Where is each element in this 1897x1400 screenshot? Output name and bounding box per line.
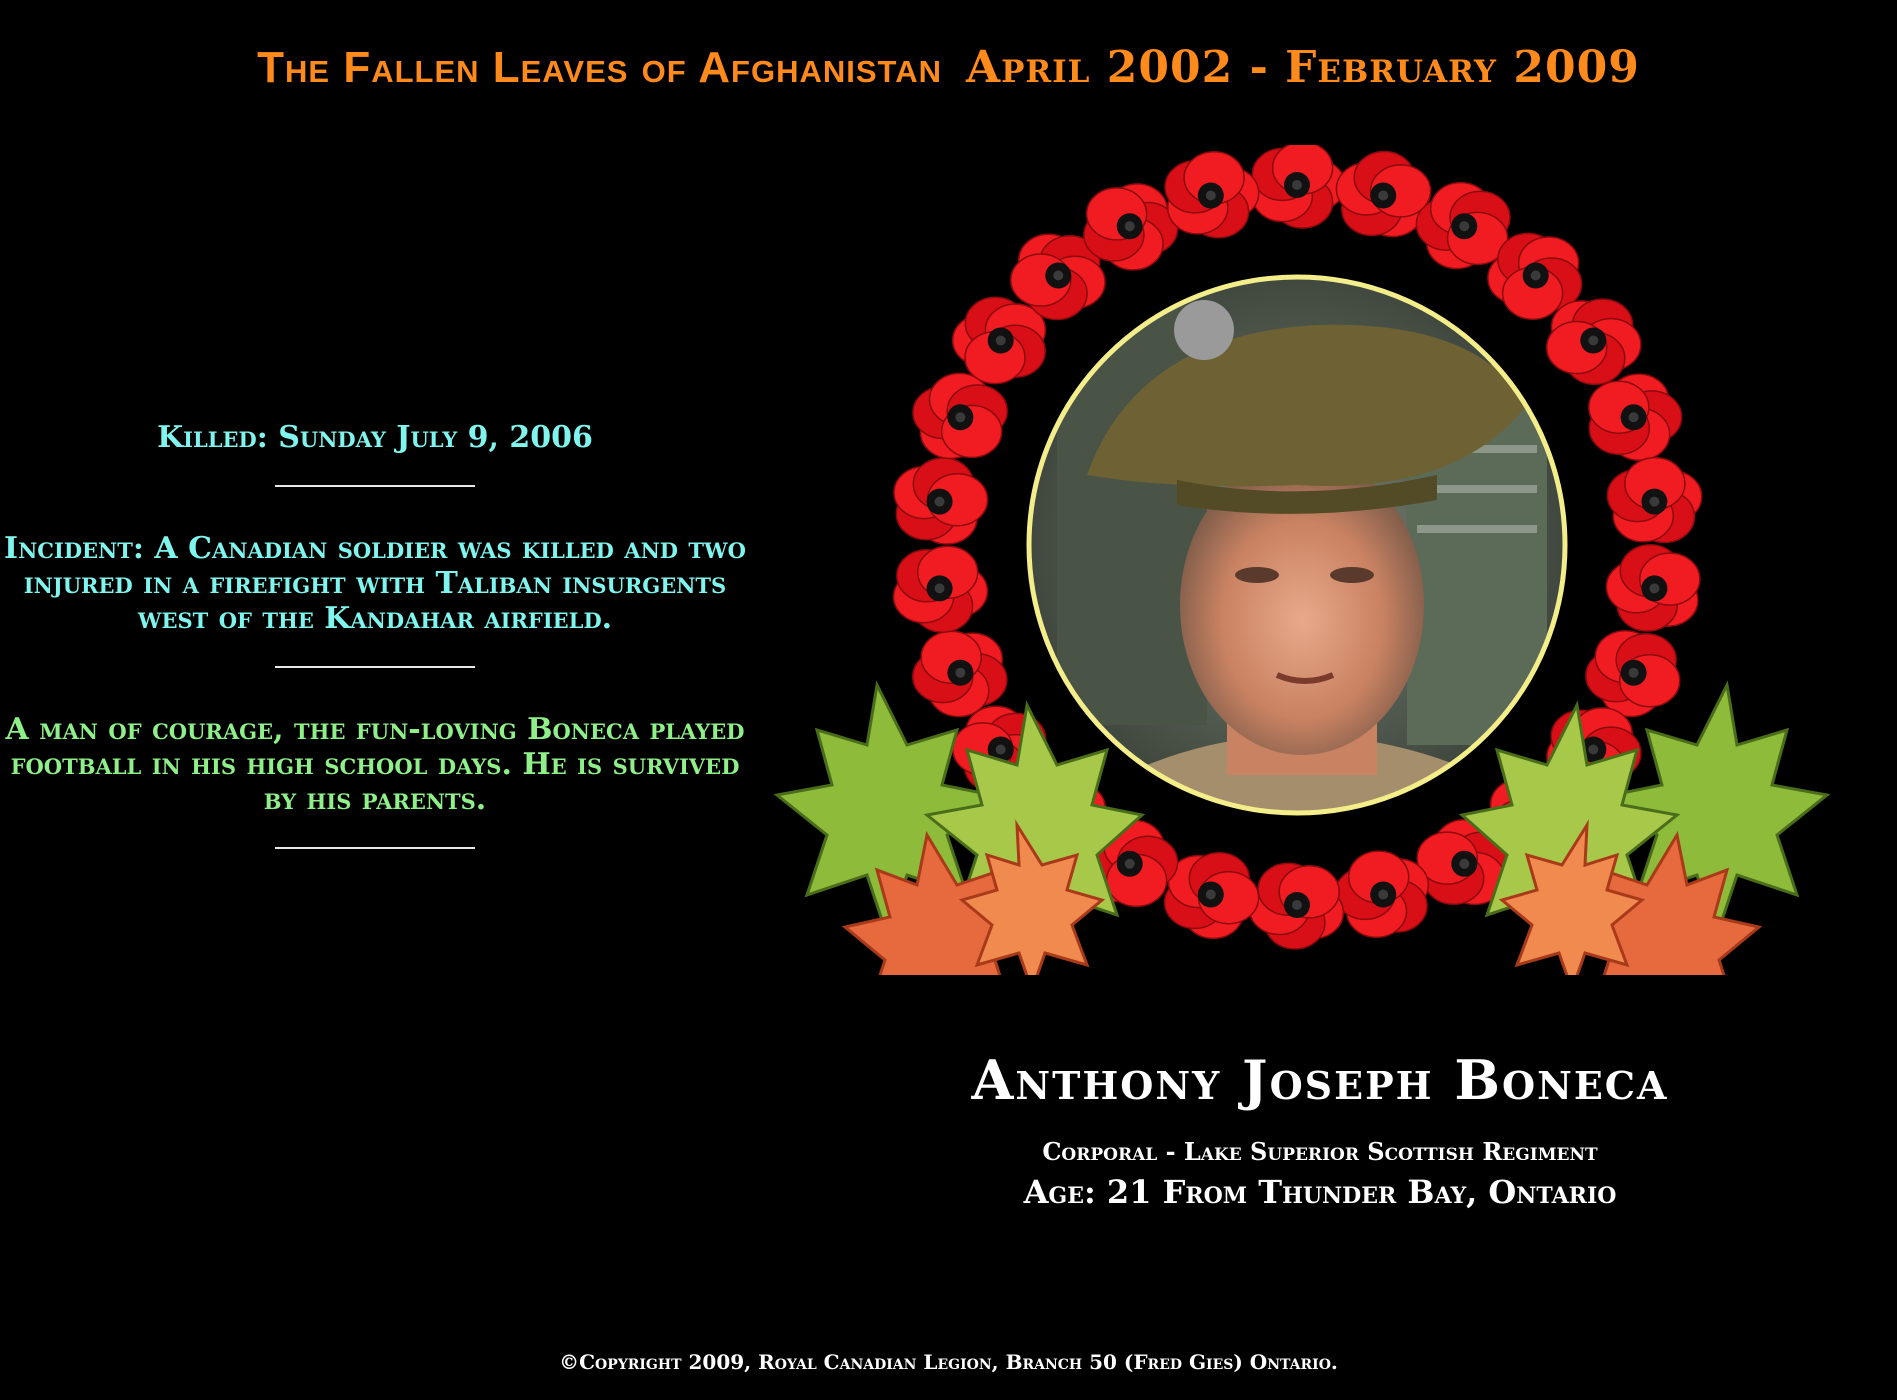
title-dates: April 2002 - February 2009 xyxy=(965,42,1640,93)
copyright-notice: ©Copyright 2009, Royal Canadian Legion, Branch 50 (Fred Gies) Ontario. xyxy=(559,1350,1338,1374)
poppy-icon xyxy=(1586,631,1680,717)
poppy-icon xyxy=(913,373,1007,458)
poppy-icon xyxy=(1589,374,1682,460)
soldier-age-hometown: Age: 21 From Thunder Bay, Ontario xyxy=(1023,1173,1617,1211)
killed-date: Killed: Sunday July 9, 2006 xyxy=(157,420,593,455)
poppy-icon xyxy=(1335,851,1428,937)
poppy-icon xyxy=(1547,299,1641,384)
poppy-icon xyxy=(1607,458,1701,543)
divider xyxy=(275,847,475,849)
maple-leaf-icon xyxy=(777,685,1142,975)
poppy-icon xyxy=(894,458,988,544)
poppy-icon xyxy=(1606,545,1699,631)
poppy-icon xyxy=(1165,152,1259,238)
tribute-text: A man of courage, the fun-loving Boneca played football in his high school days. He is survived by his parents. xyxy=(5,712,745,817)
incident-text: Incident: A Canadian soldier was killed and two injured in a firefight with Taliban insurgents west of the Kandahar airfield. xyxy=(4,531,746,636)
divider xyxy=(275,485,475,487)
poppy-icon xyxy=(894,546,988,632)
poppy-icon xyxy=(953,297,1046,383)
poppy-icon xyxy=(913,631,1007,716)
poppy-icon xyxy=(1249,863,1343,949)
title-text: The Fallen Leaves of Afghanistan xyxy=(257,43,942,92)
maple-leaf-icon xyxy=(1462,685,1827,975)
poppy-icon xyxy=(1084,184,1178,270)
wreath-graphic xyxy=(757,145,1847,975)
soldier-name: Anthony Joseph Boneca xyxy=(971,1048,1669,1112)
poppy-icon xyxy=(1165,853,1259,939)
divider xyxy=(275,666,475,668)
details-column xyxy=(0,420,750,893)
soldier-rank-unit: Corporal - Lake Superior Scottish Regiment xyxy=(1042,1137,1598,1166)
poppy-icon xyxy=(1252,145,1345,228)
memorial-wreath xyxy=(757,145,1847,975)
page-title xyxy=(0,42,1897,93)
